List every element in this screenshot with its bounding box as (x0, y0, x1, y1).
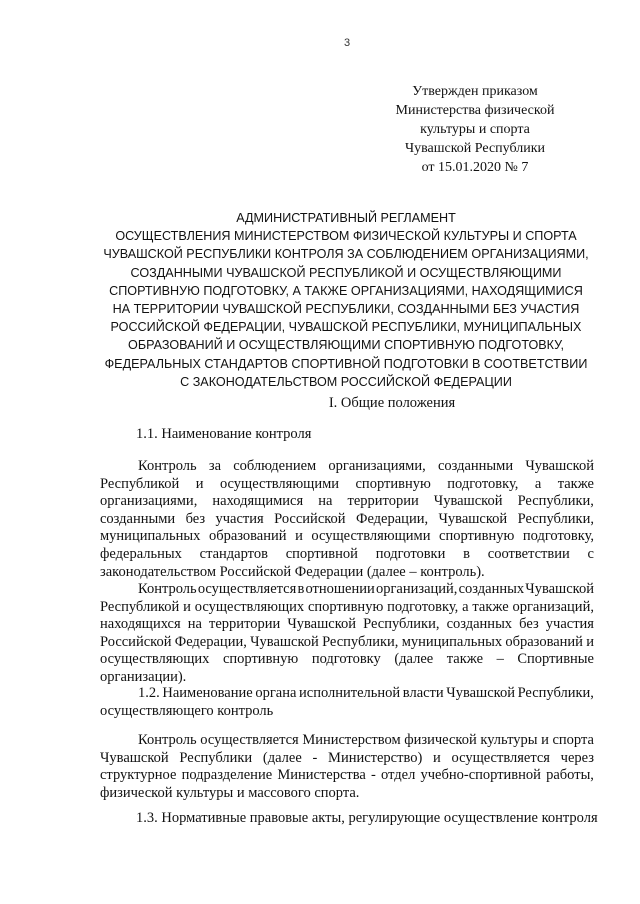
word: Чувашской (250, 633, 319, 650)
text-line (100, 767, 594, 785)
title-line: СПОРТИВНУЮ ПОДГОТОВКУ, А ТАКЖЕ ОРГАНИЗАЦИЯМИ, НАХОДЯЩИМИСЯ (109, 283, 583, 298)
text-line (100, 458, 594, 476)
section-heading: I. Общие положения (328, 395, 456, 411)
word: муниципальных (100, 528, 201, 545)
word: созданных (458, 581, 525, 597)
word: Министерство) (328, 749, 423, 766)
approval-line: Министерства физической (395, 103, 555, 118)
word: подготовку, (387, 598, 459, 615)
word: физической (404, 732, 477, 748)
word: подготовку, (447, 475, 519, 492)
word: Чувашской (525, 458, 594, 474)
subsection-heading-1-2 (100, 685, 594, 720)
word: без (519, 616, 539, 633)
word: - (371, 767, 376, 784)
word: физической культуры и массового спорта. (100, 784, 360, 801)
word: 1.2. (138, 685, 160, 701)
word: спортивной (285, 545, 358, 562)
approval-line: культуры и спорта (420, 122, 530, 137)
word: Республики (179, 749, 253, 766)
word: организаций, (375, 581, 458, 597)
word: осуществляется (451, 749, 550, 766)
approval-line: Чувашской Республики (404, 141, 546, 156)
word: созданными (437, 458, 514, 474)
word: Министерства (277, 767, 366, 784)
word: территории (209, 616, 281, 633)
word: подразделение (181, 767, 273, 784)
word: осуществляющего контроль (100, 702, 274, 719)
word: организациями, (328, 458, 426, 474)
word: с (587, 545, 594, 562)
word: также (557, 475, 594, 492)
text-line (100, 564, 594, 582)
word: и (586, 633, 594, 650)
word: отдел (381, 767, 416, 784)
word: организациями, (100, 493, 198, 510)
word: Республики, (363, 616, 440, 633)
word: и (195, 475, 204, 492)
word: а (462, 598, 469, 615)
word: в (297, 581, 305, 597)
text-line (100, 669, 594, 687)
word: Министерством (302, 732, 401, 748)
word: спортивную (307, 598, 384, 615)
word: (далее (394, 651, 434, 668)
text-line (100, 546, 594, 564)
word: также (446, 651, 484, 668)
word: осуществляется (200, 732, 299, 748)
word: образований (208, 528, 287, 545)
document-title (100, 209, 592, 391)
word: организаций, (512, 598, 594, 615)
word: Республики, (517, 510, 594, 527)
word: Контроль (138, 581, 197, 597)
word: федеральных (100, 545, 182, 562)
word: осуществляющими (311, 528, 431, 545)
word: на (318, 493, 333, 510)
word: отношении (305, 581, 375, 597)
word: – (496, 651, 504, 668)
text-line (100, 581, 594, 599)
word: спортивную (222, 651, 299, 668)
subsection-heading-1-3: 1.3. Нормативные правовые акты, регулирующие осуществление контроля (136, 810, 598, 826)
word: спортивную (439, 528, 515, 545)
paragraph (100, 581, 594, 687)
word: и (295, 528, 303, 545)
word: подготовки (375, 545, 446, 562)
word: подготовку, (522, 528, 594, 545)
word: Республики, (517, 493, 594, 510)
word: подготовку (311, 651, 381, 668)
title-line: ФЕДЕРАЛЬНЫХ СТАНДАРТОВ СПОРТИВНОЙ ПОДГОТОВКИ В СООТВЕТСТВИИ (104, 356, 588, 371)
text-line (100, 750, 594, 768)
word: Чувашской (438, 510, 508, 527)
word: созданными (100, 510, 176, 527)
word: Российской (274, 510, 346, 527)
word: созданных (446, 616, 513, 633)
text-line (100, 685, 594, 703)
word: законодательством Российской Федерации (далее – контроль). (100, 563, 485, 580)
word: и (183, 598, 191, 615)
word: и (433, 749, 441, 766)
word: организации). (100, 668, 187, 685)
title-line: НА ТЕРРИТОРИИ ЧУВАШСКОЙ РЕСПУБЛИКИ, СОЗДАННЫМИ БЕЗ УЧАСТИЯ (112, 302, 580, 317)
text-line (100, 493, 594, 511)
word: Республики, (517, 685, 594, 701)
word: Чувашской (446, 685, 515, 701)
approval-line: от 15.01.2020 № 7 (421, 160, 529, 175)
word: в (463, 545, 471, 562)
approval-line: Утвержден приказом (412, 84, 538, 99)
approval-stamp-block (392, 82, 558, 177)
word: Наименование (162, 685, 253, 701)
word: без (185, 510, 206, 527)
text-line (100, 732, 594, 750)
text-line (100, 476, 594, 494)
word: культуры (480, 732, 538, 748)
text-line (100, 511, 594, 529)
word: - (312, 749, 318, 766)
word: также (472, 598, 509, 615)
word: находящихся (100, 616, 181, 633)
text-line (100, 599, 594, 617)
word: муниципальных (401, 633, 503, 650)
paragraph (100, 732, 594, 802)
word: соблюдением (233, 458, 317, 474)
text-line (100, 785, 594, 803)
title-line: ОБРАЗОВАНИЙ И ОСУЩЕСТВЛЯЮЩИМИ СПОРТИВНУЮ ПОДГОТОВКУ, (128, 338, 564, 353)
word: соответствии (487, 545, 570, 562)
word: осуществляющими (219, 475, 340, 492)
word: Республикой (100, 598, 180, 615)
word: участия (545, 616, 594, 633)
text-line (100, 528, 594, 546)
paragraph (100, 458, 594, 581)
word: Спортивные (517, 651, 594, 668)
word: образований (505, 633, 583, 650)
word: работы, (546, 767, 594, 784)
word: (далее (262, 749, 302, 766)
word: осуществляется (197, 581, 297, 597)
word: структурное (100, 767, 177, 784)
word: и (541, 732, 549, 748)
text-line (100, 616, 594, 634)
word: спортивную (355, 475, 431, 492)
title-line: СОЗДАННЫМИ ЧУВАШСКОЙ РЕСПУБЛИКОЙ И ОСУЩЕСТВЛЯЮЩИМИ (130, 265, 562, 280)
word: Российской (100, 633, 172, 650)
word: а (534, 475, 542, 492)
word: Чувашской (287, 616, 357, 633)
word: органа (255, 685, 297, 701)
title-line: АДМИНИСТРАТИВНЫЙ РЕГЛАМЕНТ (236, 211, 456, 225)
word: за (208, 458, 222, 474)
word: Республики, (322, 633, 399, 650)
word: Республикой (100, 475, 180, 492)
word: власти (402, 685, 444, 701)
word: Чувашской (525, 581, 594, 597)
word: Федерации, (355, 510, 429, 527)
text-line (100, 651, 594, 669)
title-line: РОССИЙСКОЙ ФЕДЕРАЦИИ, ЧУВАШСКОЙ РЕСПУБЛИКИ, МУНИЦИПАЛЬНЫХ (110, 320, 582, 335)
word: осуществляющих (100, 651, 210, 668)
word: Чувашской (433, 493, 503, 510)
word: Контроль (138, 732, 197, 748)
text-line (100, 703, 594, 721)
title-line: С ЗАКОНОДАТЕЛЬСТВОМ РОССИЙСКОЙ ФЕДЕРАЦИИ (180, 374, 512, 389)
word: стандартов (199, 545, 268, 562)
word: участия (215, 510, 264, 527)
word: учебно-спортивной (420, 767, 541, 784)
word: Чувашской (100, 749, 169, 766)
word: Контроль (138, 458, 197, 474)
title-line: ОСУЩЕСТВЛЕНИЯ МИНИСТЕРСТВОМ ФИЗИЧЕСКОЙ КУЛЬТУРЫ И СПОРТА (115, 229, 577, 244)
word: на (187, 616, 202, 633)
word: находящимися (212, 493, 304, 510)
word: исполнительной (299, 685, 401, 701)
subsection-heading-1-1: 1.1. Наименование контроля (136, 426, 312, 442)
word: спорта (552, 732, 594, 748)
page-number: 3 (343, 37, 351, 49)
text-line (100, 634, 594, 652)
title-line: ЧУВАШСКОЙ РЕСПУБЛИКИ КОНТРОЛЯ ЗА СОБЛЮДЕНИЕМ ОРГАНИЗАЦИЯМИ, (103, 247, 589, 262)
word: осуществляющих (194, 598, 305, 615)
word: Федерации, (174, 633, 247, 650)
word: через (560, 749, 594, 766)
word: территории (347, 493, 419, 510)
